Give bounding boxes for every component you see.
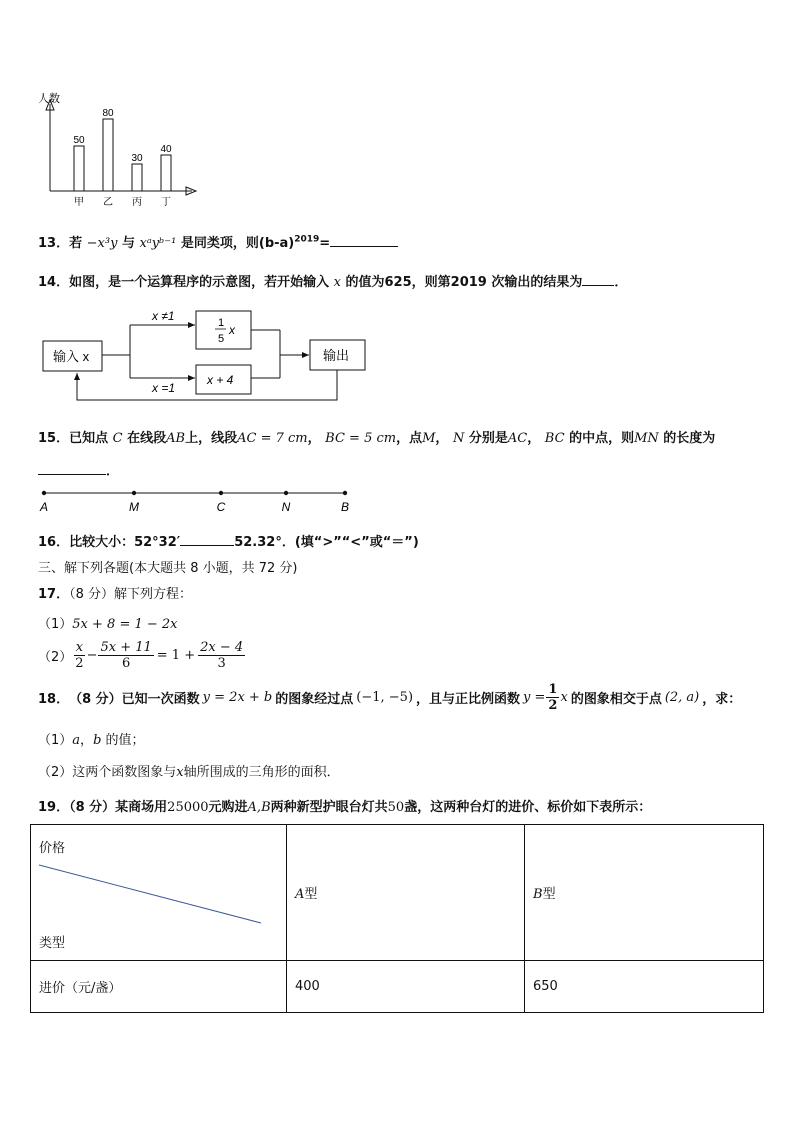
- q13-term-1: −x³y: [86, 236, 118, 251]
- q15-point-n: N: [452, 431, 465, 446]
- corner-price-label: 价格: [39, 841, 66, 856]
- diagonal-line: [31, 825, 287, 961]
- category-label: 乙: [103, 197, 113, 208]
- q18-text-2: 的图象经过点: [275, 692, 354, 707]
- category-label: 丙: [132, 197, 142, 208]
- q14-text-2: 的值为625，则第2019 次输出的结果为: [345, 275, 583, 290]
- q19-amount: 25000: [167, 800, 209, 815]
- segment-point-C: [219, 491, 223, 495]
- row-label-cost: 进价（元/盏）: [31, 961, 287, 1013]
- question-17: [38, 583, 192, 602]
- q14-number: 14．: [38, 275, 70, 290]
- table-header-row: [31, 825, 764, 961]
- q17-text: （8 分）解下列方程：: [69, 587, 192, 602]
- q17-fraction-3: $\frac{2x - 4}{3}$: [200, 640, 244, 671]
- q18-subquestion-2: [38, 761, 340, 780]
- q15-text-5: 分别是: [468, 431, 508, 446]
- corner-type-label: 类型: [39, 936, 66, 951]
- segment-point-label: A: [39, 500, 49, 514]
- q17-number: 17．: [38, 587, 70, 602]
- q18-sub-2-label: （2）: [38, 765, 73, 780]
- q17-equals: = 1 +: [156, 648, 196, 663]
- segment-point-N: [284, 491, 288, 495]
- q18-sub-1-label: （1）: [38, 733, 73, 748]
- q18-fraction: $\frac{1}{2}$: [548, 682, 558, 713]
- table-header-a: A型: [287, 825, 525, 961]
- q15-sep-1: ，: [307, 431, 321, 446]
- q17-fraction-2: $\frac{5x + 11}{6}$: [100, 640, 152, 671]
- q13-text-3: 是同类项，则(b-a): [180, 236, 295, 251]
- segment-point-M: [132, 491, 136, 495]
- op-top-denominator: 5: [218, 333, 225, 345]
- q15-answer-blank[interactable]: [38, 462, 106, 475]
- flowchart: [40, 300, 380, 410]
- q18-point-1: (−1, −5): [356, 690, 414, 705]
- q18-text-1: （8 分）已知一次函数: [69, 692, 200, 707]
- q15-ac: AC: [507, 431, 528, 446]
- section-3-heading: 三、解下列各题(本大题共 8 小题，共 72 分): [38, 561, 298, 576]
- q17-minus: −: [86, 648, 98, 663]
- q19-text-1: （8 分）某商场用: [69, 800, 168, 815]
- q19-text-2: 元购进: [208, 800, 248, 815]
- q14-variable: x: [333, 275, 341, 290]
- q15-bc: BC: [544, 431, 565, 446]
- q17-part-2-label: （2）: [38, 650, 73, 665]
- q15-end: ．: [106, 464, 120, 479]
- q17-fraction-1: $\frac{x}{2}$: [75, 640, 84, 671]
- q16-text-1: 比较大小：52°32′: [69, 535, 181, 550]
- bar-value-label: 30: [131, 153, 143, 164]
- q15-number: 15．: [38, 431, 70, 446]
- q18-point-2: (2, a): [664, 690, 700, 705]
- q18-text-5: ，求：: [702, 692, 742, 707]
- q18-linear-function: y = 2x + b: [202, 690, 273, 705]
- q13-term-2: xᵃyᵇ⁻¹: [139, 236, 177, 251]
- bar-chart: [30, 88, 210, 210]
- q17-part-1-label: （1）: [38, 617, 73, 632]
- q15-text-7: 的长度为: [663, 431, 716, 446]
- question-15: [38, 427, 715, 446]
- q19-text-3: 两种新型护眼台灯共: [270, 800, 388, 815]
- bar-甲: [74, 146, 84, 191]
- bar-乙: [103, 119, 113, 191]
- q13-text-1: 若: [69, 236, 83, 251]
- q18-sub-2-x: x: [176, 765, 184, 780]
- q15-point-c: C: [112, 431, 123, 446]
- segment-point-label: M: [129, 500, 139, 514]
- q18-text-3: ，且与正比例函数: [416, 692, 521, 707]
- q19-count: 50: [387, 800, 405, 815]
- q14-text-1: 如图，是一个运算程序的示意图，若开始输入: [69, 275, 330, 290]
- op-top-variable: x: [229, 323, 235, 337]
- q15-text-4: ，点: [396, 431, 423, 446]
- output-label: 输出: [323, 348, 350, 363]
- condition-top: x ≠1: [152, 309, 175, 323]
- q15-segment-ab: AB: [166, 431, 186, 446]
- op-bottom-label: x + 4: [207, 373, 234, 387]
- question-19: [38, 796, 651, 815]
- segment-diagram: [36, 486, 356, 516]
- q18-var-b: b: [93, 733, 102, 748]
- question-18: [38, 682, 741, 713]
- bar-value-label: 80: [102, 108, 114, 119]
- q18-text-4: 的图象相交于点: [570, 692, 662, 707]
- segment-point-A: [42, 491, 46, 495]
- q13-number: 13．: [38, 236, 70, 251]
- q15-text-3: 上，线段: [185, 431, 238, 446]
- q18-sub-1-text: 的值；: [105, 733, 145, 748]
- table-corner-cell: [31, 825, 287, 961]
- cost-a: 400: [287, 961, 525, 1013]
- q17-part-2: [38, 640, 246, 671]
- q13-text-2: 与: [121, 236, 135, 251]
- bar-value-label: 50: [73, 135, 85, 146]
- cost-b: 650: [525, 961, 764, 1013]
- segment-point-label: N: [281, 500, 291, 514]
- bar-value-label: 40: [160, 144, 172, 155]
- q15-ac-length: AC = 7 cm: [237, 431, 308, 446]
- condition-bottom: x =1: [152, 381, 176, 395]
- question-14: [38, 271, 627, 290]
- q15-mn: MN: [634, 431, 659, 446]
- input-label: 输入 x: [53, 349, 90, 364]
- q17-equation-1: 5x + 8 = 1 − 2x: [72, 617, 178, 632]
- q15-answer-line: [38, 460, 119, 479]
- q19-types: A,B: [247, 800, 271, 815]
- q19-text-4: 盏，这两种台灯的进价、标价如下表所示：: [404, 800, 652, 815]
- op-top-numerator: 1: [218, 317, 225, 329]
- question-13: [38, 232, 398, 251]
- q18-var-a: a: [72, 733, 81, 748]
- q15-text-6: 的中点，则: [569, 431, 635, 446]
- q18-prop-function-var: x: [560, 690, 568, 705]
- q15-point-m: M: [422, 431, 436, 446]
- q15-bc-length: BC = 5 cm: [325, 431, 397, 446]
- segment-point-label: C: [216, 500, 226, 514]
- q18-sep: ，: [80, 733, 94, 748]
- price-table: [30, 824, 764, 1013]
- question-16: [38, 531, 419, 550]
- q15-sep-2: ，: [435, 431, 449, 446]
- q14-end: ．: [614, 275, 628, 290]
- q16-text-2: 52.32°．(填“>”“<”或“＝”): [234, 535, 419, 550]
- category-label: 甲: [74, 197, 84, 208]
- q15-sep-3: ，: [527, 431, 541, 446]
- q19-number: 19．: [38, 800, 70, 815]
- y-axis-label: 人数: [38, 93, 60, 105]
- q16-number: 16．: [38, 535, 70, 550]
- q13-text-4: =: [319, 236, 331, 251]
- q16-answer-blank[interactable]: [180, 533, 234, 546]
- q18-sub-2-text-2: 轴所围成的三角形的面积．: [183, 765, 340, 780]
- q15-text-2: 在线段: [127, 431, 167, 446]
- q14-answer-blank[interactable]: [582, 273, 614, 286]
- category-label: 丁: [161, 197, 171, 208]
- q18-sub-2-text-1: 这两个函数图象与: [72, 765, 177, 780]
- bar-丁: [161, 155, 171, 191]
- q13-answer-blank[interactable]: [330, 234, 398, 247]
- q18-prop-function-prefix: y =: [523, 690, 546, 705]
- segment-point-B: [343, 491, 347, 495]
- bar-丙: [132, 164, 142, 191]
- q18-number: 18．: [38, 692, 70, 707]
- q18-subquestion-1: [38, 729, 145, 748]
- q15-text-1: 已知点: [69, 431, 109, 446]
- q13-exponent: 2019: [294, 234, 320, 245]
- q17-part-1: [38, 613, 178, 632]
- segment-point-label: B: [340, 500, 350, 514]
- table-row: [31, 961, 764, 1013]
- table-header-b: B型: [525, 825, 764, 961]
